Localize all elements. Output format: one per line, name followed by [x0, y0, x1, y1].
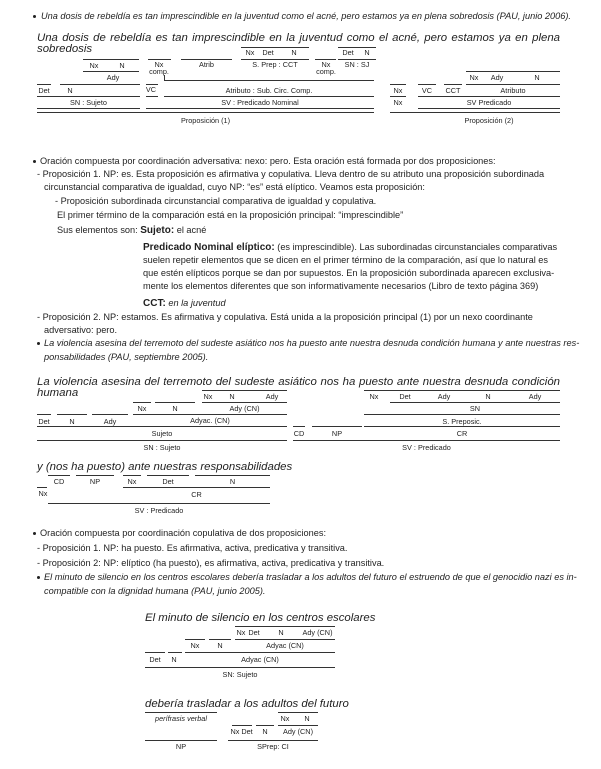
label-det: Det — [149, 655, 161, 664]
analysis-1-line: ponsabilidades (PAU, septiembre 2005). — [44, 352, 209, 362]
label-ady: Ady — [528, 392, 542, 401]
label-cct-value: en la juventud — [168, 298, 226, 308]
label-det: Det — [162, 477, 174, 486]
label-ady-cn: Ady (CN) — [283, 727, 313, 736]
label-cr: CR — [191, 490, 202, 499]
example-2-continuation: y (nos ha puesto) ante nuestras responsabilidades — [37, 461, 293, 473]
analysis-2-line: compatible con la dignidad humana (PAU, junio 2005). — [44, 586, 266, 596]
label-comp: comp. — [316, 67, 336, 76]
analysis-2-line: El minuto de silencio en los centros escolares debería trasladar a los adultos del futuro el estruendo de que el genocidio nazi es in- — [44, 572, 577, 582]
analysis-2-line: Oración compuesta por coordinación copulativa de dos proposiciones: — [40, 528, 327, 538]
label-det: Det — [38, 417, 50, 426]
label-cr: CR — [456, 429, 468, 438]
label-np: NP — [175, 742, 187, 751]
label-nx: Nx — [393, 86, 403, 95]
label-n: N — [262, 727, 268, 736]
label-adyac-cn: Adyac (CN) — [241, 655, 279, 664]
label-proposicion-1: Proposición (1) — [180, 116, 231, 125]
label-det: Det — [38, 86, 50, 95]
label-det: Det — [342, 48, 354, 57]
label-adyac-cn: Adyac (CN) — [266, 641, 304, 650]
analysis-1-line — [143, 299, 226, 309]
label-n: N — [67, 86, 73, 95]
label-n: N — [534, 73, 540, 82]
label-det: Det — [241, 727, 253, 736]
label-nx: Nx — [236, 628, 246, 637]
bullet — [33, 532, 36, 535]
label-n: N — [364, 48, 370, 57]
label-sn-sujeto: SN : Sujeto — [143, 443, 181, 452]
analysis-1-line: mente los elementos diferentes que son informativamente necesarios (Libro de texto página 369) — [143, 281, 539, 291]
label-n: N — [278, 628, 284, 637]
label-sv-predicado-nominal: SV : Predicado Nominal — [221, 98, 299, 107]
label-n: N — [485, 392, 491, 401]
label-cct: CCT — [445, 86, 461, 95]
label-ady: Ady — [103, 417, 117, 426]
analysis-1-line: adversativo: pero. — [44, 325, 118, 335]
analysis-1-line — [57, 226, 206, 236]
label-n: N — [229, 477, 236, 486]
label-det: Det — [248, 628, 260, 637]
label-ady: Ady — [265, 392, 279, 401]
label-n: N — [304, 714, 310, 723]
label-np: NP — [331, 429, 343, 438]
analysis-1-line — [143, 243, 557, 253]
example-2-sentence: La violencia asesina del terremoto del sudeste asiático nos ha puesto ante nuestra desnuda condición humana — [37, 376, 560, 400]
label-sv-predicado: SV : Predicado — [402, 443, 451, 452]
label-sn: SN — [469, 404, 481, 413]
label-atributo: Atributo — [500, 86, 526, 95]
label-cct: CCT: — [143, 298, 166, 309]
label-sn-sj: SN : SJ — [344, 60, 370, 69]
label-perifrasis-verbal: perífrasis verbal — [155, 714, 207, 723]
label-ady: Ady — [437, 392, 451, 401]
label-n: N — [171, 655, 177, 664]
label-n: N — [291, 48, 297, 57]
label-sn-sujeto: SN : Sujeto — [70, 98, 107, 107]
label-comp: comp. — [149, 67, 169, 76]
label-n: N — [69, 417, 75, 426]
bullet — [33, 160, 36, 163]
label-nx: Nx — [127, 477, 137, 486]
analysis-1-line: que estén elípticos porque se dan por supuestos. En la proposición subordinada aparecen exclusiva- — [143, 268, 555, 278]
label-n: N — [172, 404, 178, 413]
analysis-2-line: - Proposición 1. NP: ha puesto. Es afirmativa, activa, predicativa y transitiva. — [37, 543, 348, 553]
label-atributo-sub-circ: Atributo : Sub. Circ. Comp. — [225, 86, 313, 95]
label-cd: CD — [293, 429, 305, 438]
label-det: Det — [399, 392, 411, 401]
label-nx: Nx — [393, 98, 403, 107]
label-ady-cn: Ady (CN) — [302, 628, 333, 637]
label-vc: VC — [145, 85, 157, 94]
label-np: NP — [89, 477, 101, 486]
label-ady: Ady — [106, 73, 120, 82]
label-nx: Nx — [190, 641, 200, 650]
label-sujeto: Sujeto — [151, 429, 173, 438]
label-nx: Nx — [203, 392, 213, 401]
example-3-sentence-part-1: El minuto de silencio en los centros escolares — [145, 612, 376, 624]
label-elements: Sus elementos son: — [57, 225, 138, 235]
label-proposicion-2: Proposición (2) — [464, 116, 514, 125]
label-nx: Nx — [154, 60, 164, 69]
label-ady-cn: Ady (CN) — [229, 404, 260, 413]
label-nx: Nx — [245, 48, 255, 57]
label-cd: CD — [53, 477, 65, 486]
label-nx: Nx — [38, 489, 48, 498]
label-nx: Nx — [230, 727, 240, 736]
label-s-preposic: S. Preposic. — [442, 417, 482, 426]
analysis-1-line: - Proposición subordinada circunstancial comparativa de igualdad y copulativa. — [55, 196, 377, 206]
label-n: N — [217, 641, 223, 650]
analysis-1-line: La violencia asesina del terremoto del sudeste asiático nos ha puesto ante nuestra desnuda condición humana y ante nuestras res- — [44, 338, 580, 348]
label-atrib: Atrib — [198, 60, 214, 69]
label-nx: Nx — [469, 73, 479, 82]
label-predicado-nominal: Predicado Nominal elíptico: — [143, 242, 275, 253]
label-ady: Ady — [490, 73, 504, 82]
label-predicado-desc: (es imprescindible). Las subordinadas circunstanciales comparativas — [277, 242, 558, 252]
label-vc: VC — [421, 86, 433, 95]
bullet — [33, 15, 36, 18]
label-sn-sujeto: SN: Sujeto — [222, 670, 258, 679]
label-sujeto: Sujeto: — [140, 225, 175, 236]
label-nx: Nx — [369, 392, 379, 401]
label-sujeto-value: el acné — [176, 225, 207, 235]
label-sv-predicado: SV : Predicado — [134, 506, 184, 515]
analysis-1-line: - Proposición 1. NP: es. Esta proposición es afirmativa y copulativa. Lleva dentro de su atributo una proposición subordinada — [37, 169, 545, 179]
label-n: N — [229, 392, 235, 401]
label-det: Det — [262, 48, 274, 57]
example-1-sentence: Una dosis de rebeldía es tan imprescindible en la juventud como el acné, pero estamos ya en plena sobredosis — [37, 32, 560, 56]
label-n: N — [119, 61, 125, 70]
analysis-1-line: suelen repetir elementos que se dicen en el primer término de la comparación, así que lo natural es — [143, 255, 548, 265]
bullet — [37, 576, 40, 579]
label-adyac-cn: Adyac. (CN) — [190, 416, 230, 425]
bullet — [37, 342, 40, 345]
analysis-2-line: - Proposición 2: NP: elíptico (ha puesto), es afirmativa, activa, predicativa y transitiva. — [37, 558, 385, 568]
analysis-1-line: Oración compuesta por coordinación adversativa: nexo: pero. Esta oración está formada por dos proposiciones: — [40, 156, 496, 166]
label-nx: Nx — [89, 61, 99, 70]
label-sprep-cct: S. Prep : CCT — [252, 60, 298, 69]
label-nx: Nx — [321, 60, 331, 69]
analysis-1-line: - Proposición 2. NP: estamos. Es afirmativa y copulativa. Está unida a la proposición principal (1) por un nexo coordinante — [37, 312, 533, 322]
analysis-1-line: El primer término de la comparación está en la proposición principal: “imprescindible” — [57, 210, 404, 220]
example-1-intro: Una dosis de rebeldía es tan imprescindible en la juventud como el acné, pero estamos ya en plena sobredosis (PAU, junio 2006). — [41, 11, 571, 21]
label-sv-predicado: SV Predicado — [466, 98, 512, 107]
label-nx: Nx — [280, 714, 290, 723]
label-sprep-ci: SPrep: CI — [257, 742, 289, 751]
label-nx: Nx — [137, 404, 147, 413]
example-3-sentence-part-2: debería trasladar a los adultos del futuro — [145, 698, 349, 710]
analysis-1-line: circunstancial comparativa de igualdad, cuyo NP: “es” está elíptico. Veamos esta proposición: — [44, 182, 425, 192]
